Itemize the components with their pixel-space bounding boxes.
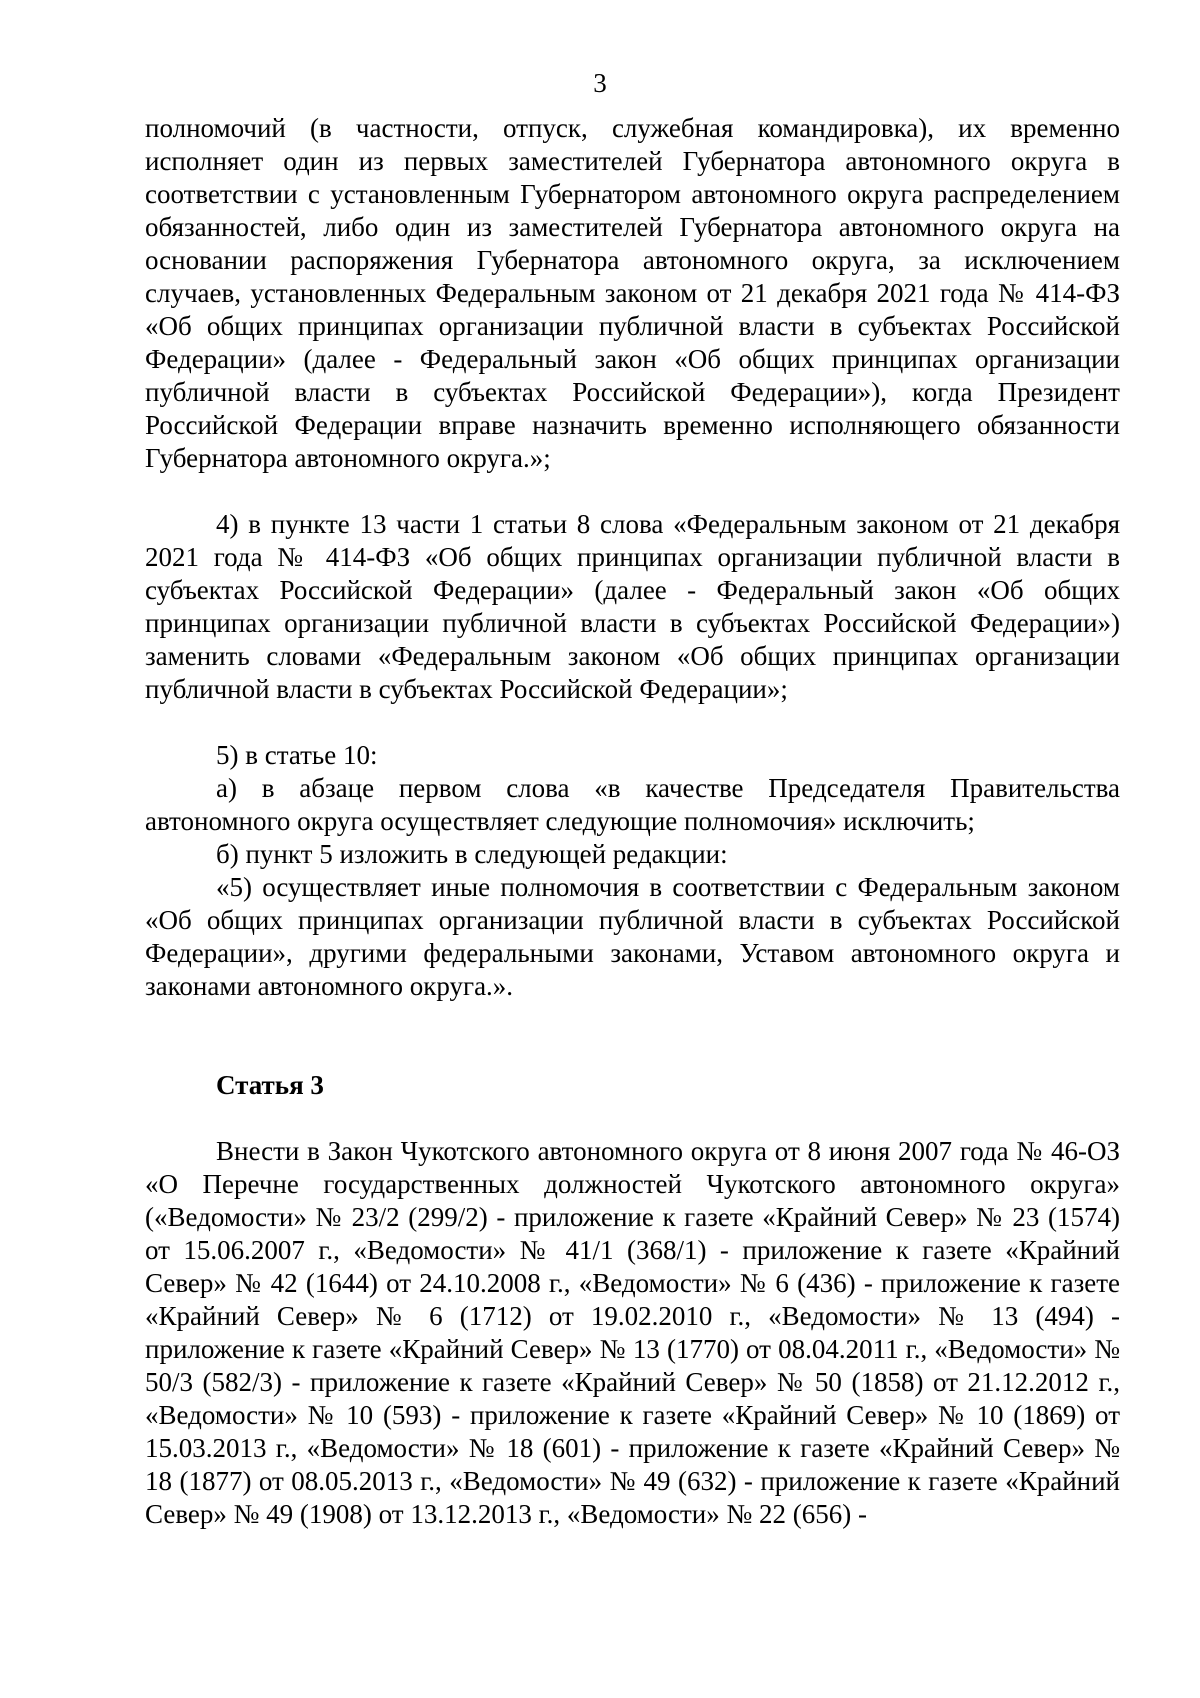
paragraph-gap [145, 475, 1120, 508]
paragraph-gap [145, 1036, 1120, 1069]
paragraph-gap [145, 1102, 1120, 1135]
paragraph-item-5: 5) в статье 10: [216, 740, 378, 770]
article-heading: Статья 3 [216, 1070, 324, 1100]
paragraph-quoted-item-5: «5) осуществляет иные полномочия в соответствии с Федеральным законом «Об общих принципах организации публичной власти в субъектах Российской Федерации», другими федеральными законами, Уставом автономного округа и законами автономного округа.». [145, 872, 1120, 1001]
paragraph-gap [145, 1003, 1120, 1036]
paragraph-continuation: полномочий (в частности, отпуск, служебная командировка), их временно исполняет один из первых заместителей Губернатора автономного округа в соответствии с установленным Губернатором автономного округа распределением обязанностей, либо один из заместителей Губернатора автономного округа на основании распоряжения Губернатора автономного округа, за исключением случаев, установленных Федеральным законом от 21 декабря 2021 года № 414-ФЗ «Об общих принципах организации публичной власти в субъектах Российской Федерации» (далее - Федеральный закон «Об общих принципах организации публичной власти в субъектах Российской Федерации»), когда Президент Российской Федерации вправе назначить временно исполняющего обязанности Губернатора автономного округа.»; [145, 113, 1120, 473]
paragraph-subitem-a: а) в абзаце первом слова «в качестве Председателя Правительства автономного округа осуществляет следующие полномочия» исключить; [145, 773, 1120, 836]
paragraph-article-3-body: Внести в Закон Чукотского автономного округа от 8 июня 2007 года № 46-ОЗ «О Перечне государственных должностей Чукотского автономного округа» («Ведомости» № 23/2 (299/2) - приложение к газете «Крайний Север» № 23 (1574) от 15.06.2007 г., «Ведомости» № 41/1 (368/1) - приложение к газете «Крайний Север» № 42 (1644) от 24.10.2008 г., «Ведомости» № 6 (436) - приложение к газете «Крайний Север» № 6 (1712) от 19.02.2010 г., «Ведомости» № 13 (494) - приложение к газете «Крайний Север» № 13 (1770) от 08.04.2011 г., «Ведомости» № 50/3 (582/3) - приложение к газете «Крайний Север» № 50 (1858) от 21.12.2012 г., «Ведомости» № 10 (593) - приложение к газете «Крайний Север» № 10 (1869) от 15.03.2013 г., «Ведомости» № 18 (601) - приложение к газете «Крайний Север» № 18 (1877) от 08.05.2013 г., «Ведомости» № 49 (632) - приложение к газете «Крайний Север» № 49 (1908) от 13.12.2013 г., «Ведомости» № 22 (656) - [145, 1136, 1120, 1529]
document-body [145, 112, 1120, 1531]
paragraph-subitem-b: б) пункт 5 изложить в следующей редакции: [216, 839, 728, 869]
paragraph-gap [145, 706, 1120, 739]
paragraph-item-4: 4) в пункте 13 части 1 статьи 8 слова «Федеральным законом от 21 декабря 2021 года № 414-ФЗ «Об общих принципах организации публичной власти в субъектах Российской Федерации» (далее - Федеральный закон «Об общих принципах организации публичной власти в субъектах Российской Федерации») заменить словами «Федеральным законом «Об общих принципах организации публичной власти в субъектах Российской Федерации»; [145, 509, 1120, 704]
page-number: 3 [593, 68, 607, 98]
